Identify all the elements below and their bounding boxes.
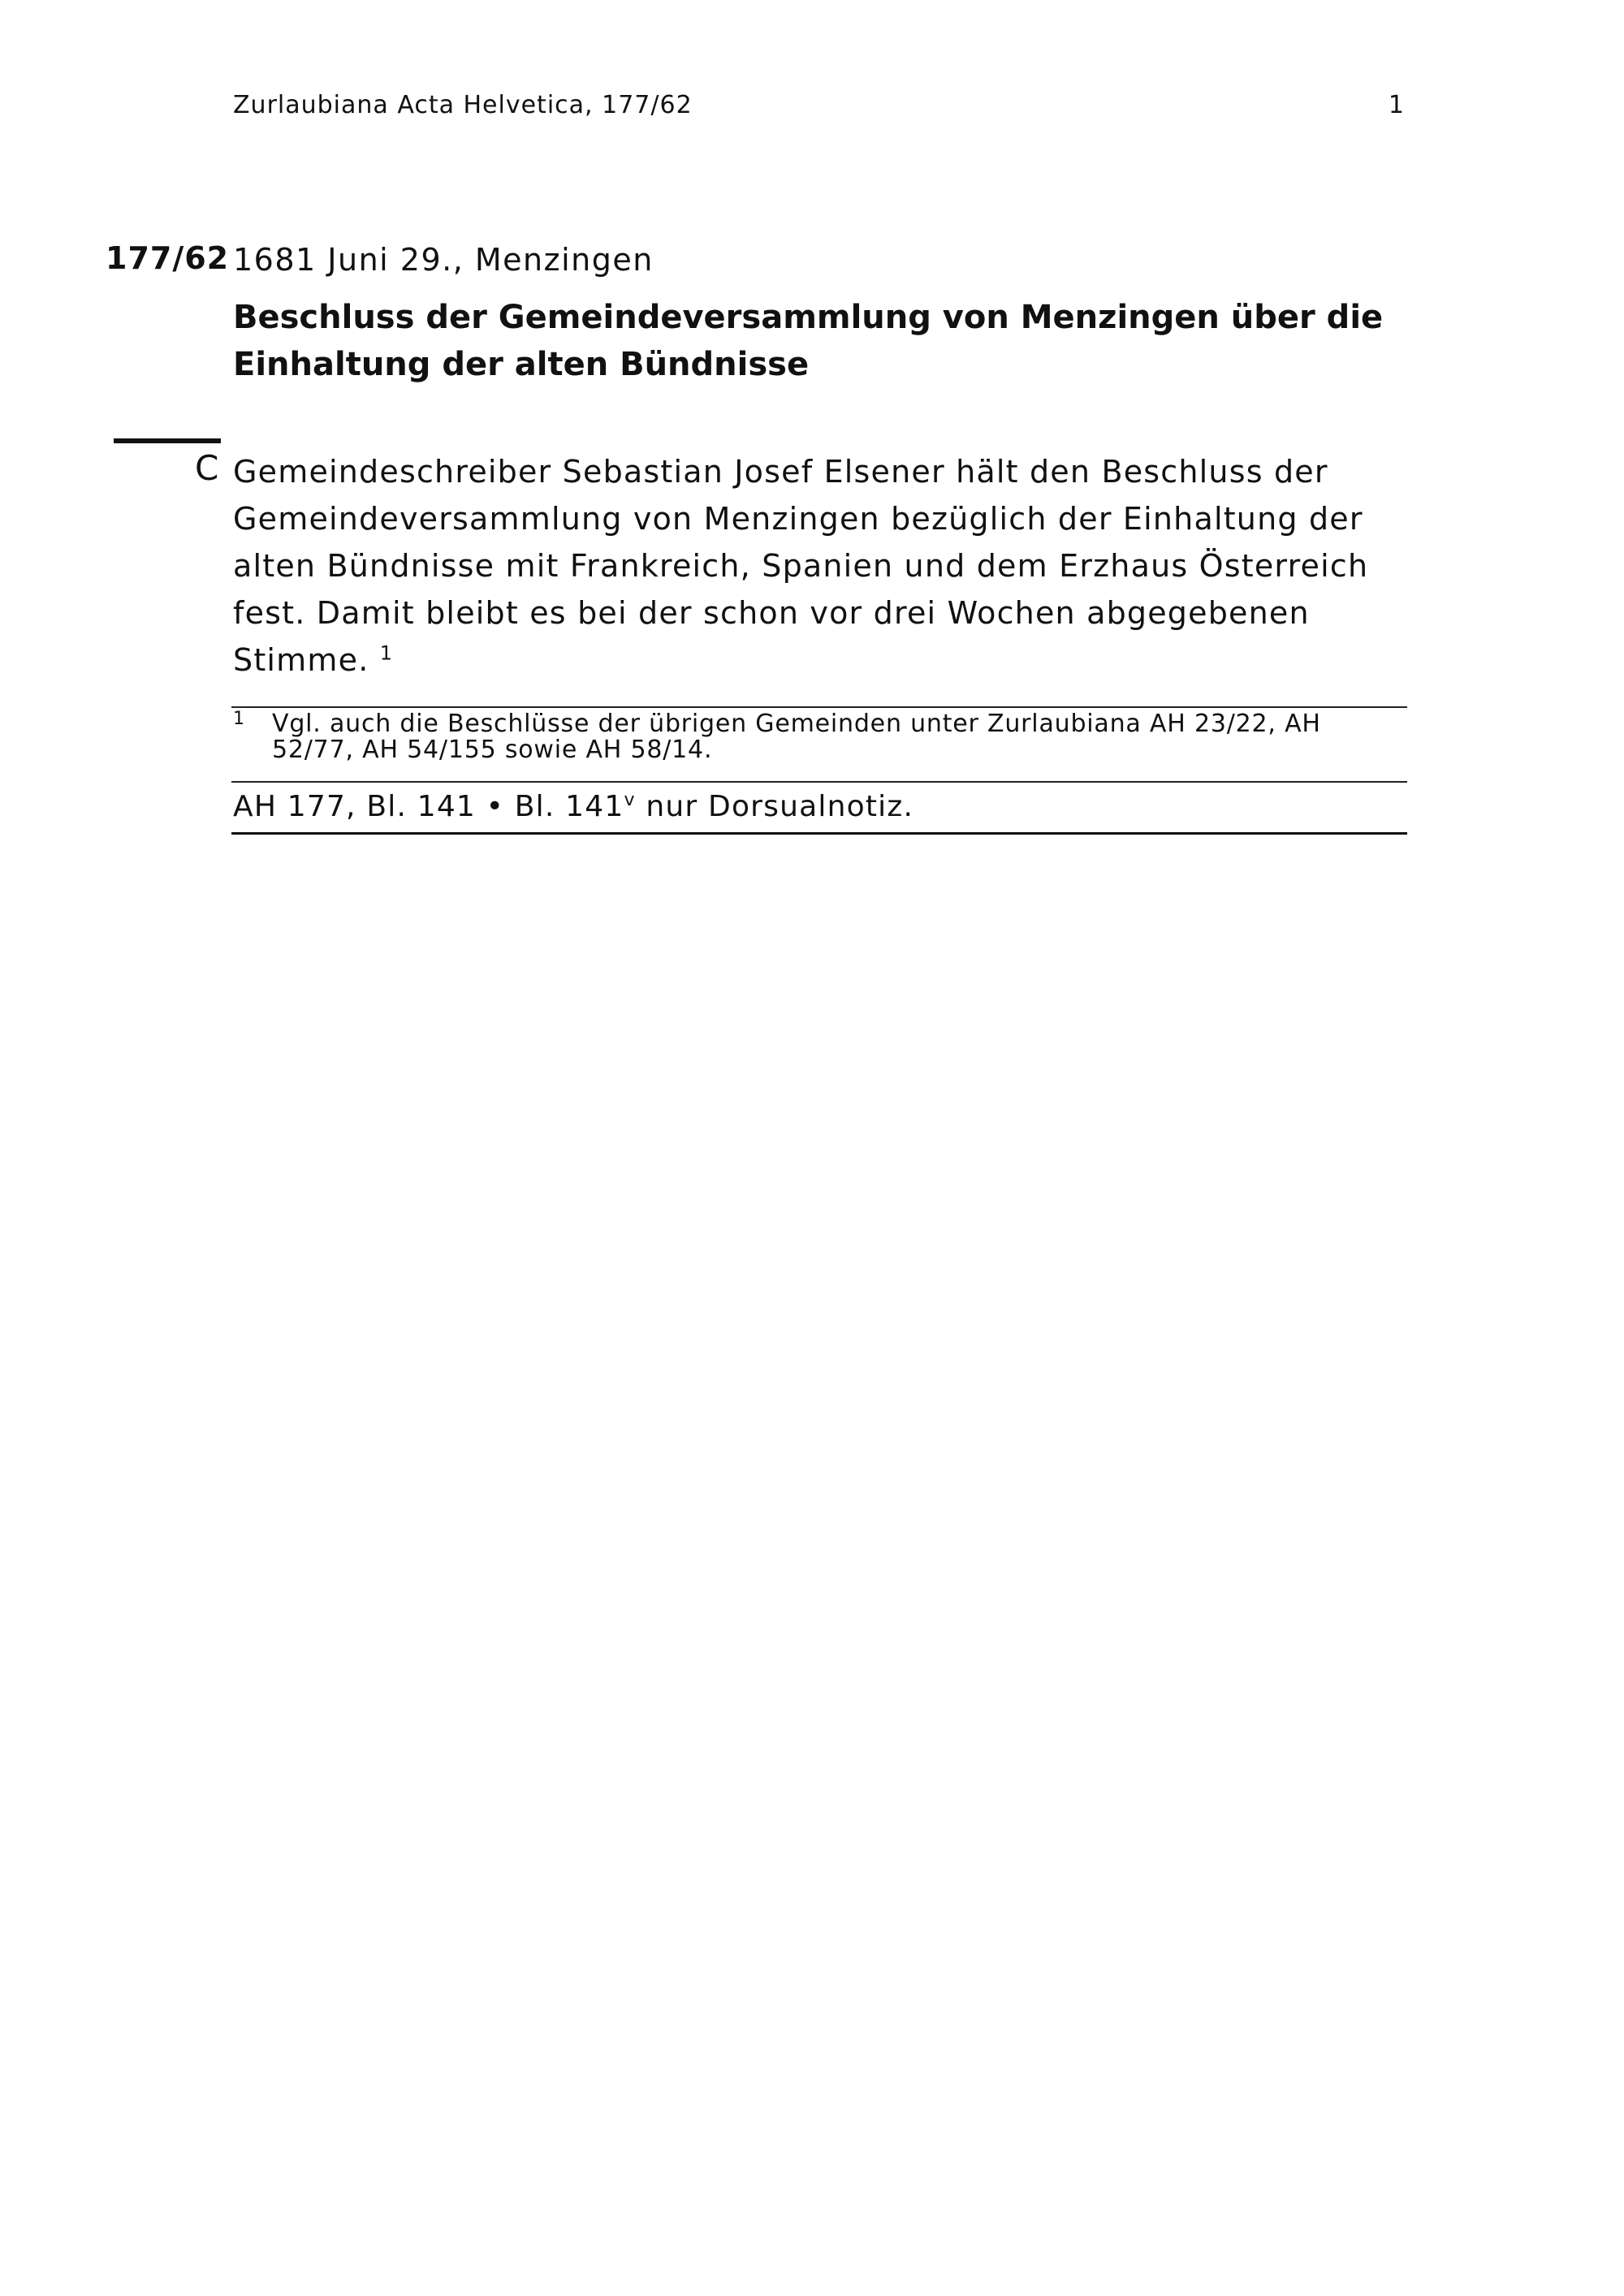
footnote-reference[interactable]: 1 <box>379 641 394 665</box>
source-note <box>233 788 914 826</box>
footnote-text: Vgl. auch die Beschlüsse der übrigen Gemeinden unter Zurlaubiana AH 23/22, AH 52/77, AH 54/155 sowie AH 58/14. <box>272 710 1321 764</box>
running-head <box>233 91 1405 132</box>
source-note-main: AH 177, Bl. 141 • Bl. 141 <box>233 790 624 823</box>
source-rule <box>231 832 1407 835</box>
source-note-superscript: v <box>624 790 636 810</box>
document-date-place: 1681 Juni 29., Menzingen <box>233 242 654 278</box>
regest-paragraph <box>233 448 1419 684</box>
regest-text: Gemeindeschreiber Sebastian Josef Elsener hält den Beschluss der Gemeindeversammlung von Menzingen bezüglich der Einhaltung der alten Bündnisse mit Frankreich, Spanien und dem Erzhaus Österreich fest. Damit bleibt es bei der schon vor drei Wochen abgegebenen Stimme. <box>233 454 1369 678</box>
footnote-rule-bottom <box>231 781 1407 783</box>
footnote <box>233 711 1407 763</box>
document-number: 177/62 <box>106 240 230 276</box>
running-head-title: Zurlaubiana Acta Helvetica, 177/62 <box>233 91 693 119</box>
source-note-tail: nur Dorsualnotiz. <box>635 790 914 823</box>
source-type-letter: C <box>195 448 220 488</box>
footnote-rule-top <box>231 706 1407 708</box>
document-title: Beschluss der Gemeindeversammlung von Menzingen über die Einhaltung der alten Bündnisse <box>233 299 1384 383</box>
page-number: 1 <box>1388 91 1405 119</box>
margin-rule <box>114 438 221 443</box>
footnote-marker: 1 <box>233 709 245 729</box>
